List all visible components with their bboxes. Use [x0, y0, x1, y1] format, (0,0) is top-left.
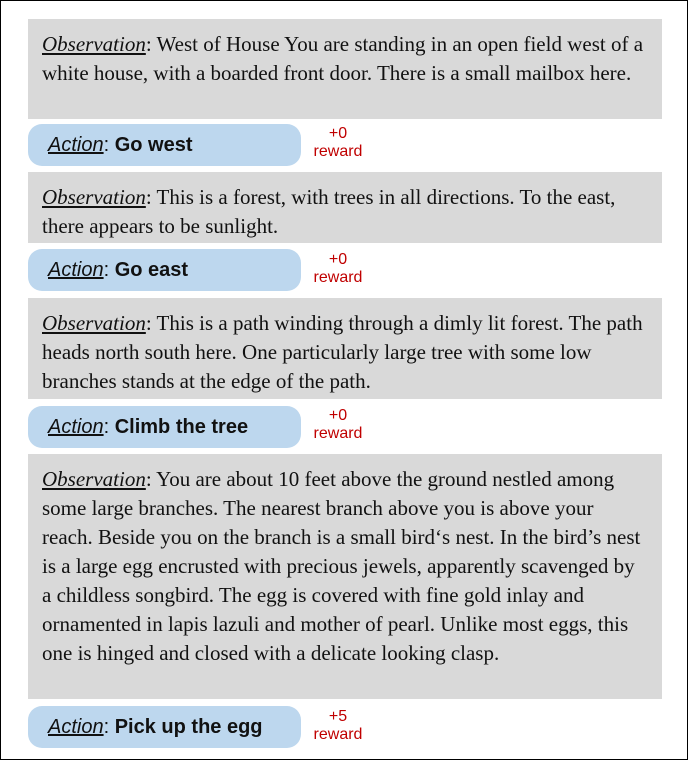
action-text: Go west — [114, 133, 193, 156]
observation-box: Observation: West of House You are standing in an open field west of a white house, with a boarded front door. There is a small mailbox here. — [28, 19, 662, 119]
observation-label: Observation — [42, 32, 146, 56]
reward-word: reward — [313, 726, 363, 743]
reward-word: reward — [313, 143, 363, 160]
reward-indicator — [303, 251, 373, 287]
action-box: Action : Climb the tree — [28, 406, 301, 448]
observation-label: Observation — [42, 311, 146, 335]
observation-text: This is a path winding through a dimly lit forest. The path heads north south here. One particularly large tree with some low branches stands at the edge of the path. — [42, 311, 643, 393]
action-box: Action : Go west — [28, 124, 301, 166]
action-label: Action — [48, 415, 104, 438]
action-label: Action — [48, 258, 104, 281]
action-label: Action — [48, 715, 104, 738]
reward-value: +0 — [328, 125, 348, 142]
reward-indicator — [303, 407, 373, 443]
observation-label: Observation — [42, 467, 146, 491]
observation-text: This is a forest, with trees in all directions. To the east, there appears to be sunlight. — [42, 185, 616, 238]
action-box: Action : Go east — [28, 249, 301, 291]
action-text: Climb the tree — [114, 415, 249, 438]
reward-word: reward — [313, 425, 363, 442]
reward-indicator — [303, 125, 373, 161]
reward-word: reward — [313, 269, 363, 286]
action-box: Action : Pick up the egg — [28, 706, 301, 748]
observation-box: Observation: You are about 10 feet above the ground nestled among some large branches. The nearest branch above you is above your reach. Beside you on the branch is a small bird‘s nest. In the bird’s nest is a large egg encrusted with precious jewels, apparently scavenged by a childless songbird. The egg is covered with fine gold inlay and ornamented in lapis lazuli and mother of pearl. Unlike most eggs, this one is hinged and closed with a delicate looking clasp. — [28, 454, 662, 699]
observation-box: Observation: This is a forest, with trees in all directions. To the east, there appears to be sunlight. — [28, 172, 662, 243]
action-text: Go east — [114, 258, 189, 281]
observation-box: Observation: This is a path winding through a dimly lit forest. The path heads north south here. One particularly large tree with some low branches stands at the edge of the path. — [28, 298, 662, 399]
reward-value: +0 — [328, 407, 348, 424]
observation-label: Observation — [42, 185, 146, 209]
reward-indicator — [303, 708, 373, 744]
observation-text: You are about 10 feet above the ground nestled among some large branches. The nearest branch above you is above your reach. Beside you on the branch is a small bird‘s nest. In the bird’s nest is a large egg encrusted with precious jewels, apparently scavenged by a childless songbird. The egg is covered with fine gold inlay and ornamented in lapis lazuli and mother of pearl. Unlike most eggs, this one is hinged and closed with a delicate looking clasp. — [42, 467, 641, 665]
action-text: Pick up the egg — [114, 715, 263, 738]
observation-text: West of House You are standing in an open field west of a white house, with a boarded front door. There is a small mailbox here. — [42, 32, 644, 85]
action-label: Action — [48, 133, 104, 156]
reward-value: +5 — [328, 708, 348, 725]
reward-value: +0 — [328, 251, 348, 268]
